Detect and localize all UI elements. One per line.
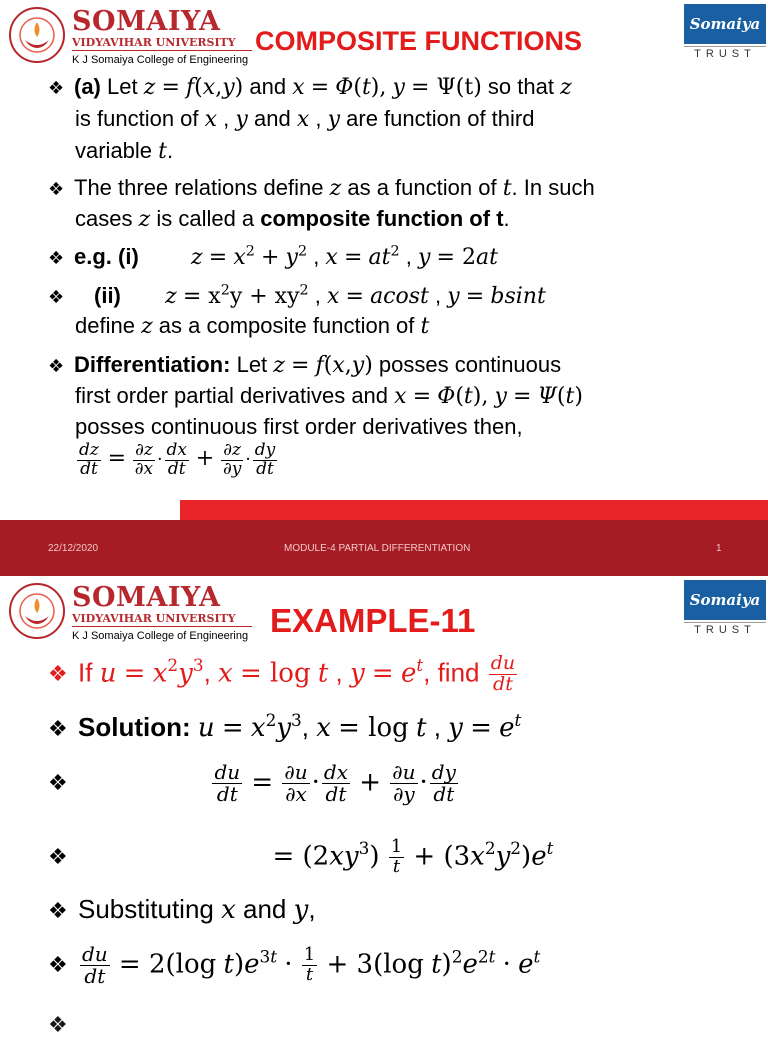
para-line-1: ❖ (a) Let z = f(x,y) and x = Φ(t), y = Ψ(t) so that z (48, 74, 572, 100)
footer-page-number: 1 (716, 543, 722, 554)
substituting-line: ❖ Substituting x and y, (48, 894, 316, 925)
diamond-bullet-icon: ❖ (48, 845, 68, 871)
diamond-bullet-icon: ❖ (48, 717, 68, 742)
diamond-bullet-icon: ❖ (48, 953, 68, 979)
diamond-bullet-icon: ❖ (48, 1013, 68, 1038)
somaiya-trust-logo (684, 4, 766, 60)
logo-divider (72, 50, 252, 51)
footer-date: 22/12/2020 (48, 543, 99, 554)
chain-rule-formula: $\frac{dz}{dt}$ = $\frac{\partial z}{\partial x}$ · $\frac{dx}{dt}$ + $\frac{\partial z}{\partial y}$ · $\frac{dy}{dt}$ (79, 440, 276, 479)
trust-word: TRUST (684, 46, 766, 60)
diamond-bullet-icon: ❖ (48, 78, 65, 99)
chain-rule-step: ❖ $\frac{du}{dt}$ = $\frac{\partial u}{\partial x}$ · $\frac{dx}{dt}$ + $\frac{\partial u}{\partial y}$ · $\frac{dy}{dt}$ (48, 760, 456, 806)
next-line-partial (48, 1008, 78, 1039)
logo-college: K J Somaiya College of Engineering (72, 54, 249, 66)
para-line-8: define z as a composite function of t (75, 313, 430, 339)
para-line-11: posses continuous first order derivatives then, (75, 414, 523, 439)
logo-university: VIDYAVIHAR UNIVERSITY (72, 612, 236, 625)
diamond-bullet-icon: ❖ (48, 356, 65, 377)
trust-brand: Somaiya (684, 580, 766, 620)
para-line-4: ❖ The three relations define z as a function of t. In such (48, 175, 595, 201)
example-ii: ❖ (ii) $z = x^2y + xy^2$ , x = acost , y = bsint (48, 282, 546, 309)
footer-accent-bar (180, 500, 768, 520)
slide-title: EXAMPLE-11 (270, 602, 476, 639)
para-line-2: is function of x , y and x , y are function of third (75, 106, 535, 132)
somaiya-trust-logo (684, 580, 766, 636)
diamond-bullet-icon: ❖ (48, 662, 68, 688)
diamond-bullet-icon: ❖ (48, 287, 65, 308)
para-line-3: variable t. (75, 138, 174, 164)
question-line: ❖ If $u = x^2y^3$, x = log t , $y = e^t$, find $\frac{du}{dt}$ (48, 652, 516, 695)
university-seal-icon (8, 4, 66, 66)
footer-module: MODULE-4 PARTIAL DIFFERENTIATION (284, 543, 471, 554)
diamond-bullet-icon: ❖ (48, 771, 68, 797)
university-seal-icon (8, 580, 66, 642)
diamond-bullet-icon: ❖ (48, 899, 68, 924)
slide-title: COMPOSITE FUNCTIONS (255, 26, 583, 56)
diamond-bullet-icon: ❖ (48, 179, 65, 200)
trust-brand: Somaiya (684, 4, 766, 44)
partials-step: ❖ = $(2xy^3)$ $\frac{1}{t}$ + $(3x^2y^2)e^t$ (48, 836, 554, 877)
somaiya-logo (8, 4, 258, 68)
slide-2 (0, 576, 768, 1038)
logo-name: SOMAIYA (72, 6, 221, 37)
example-i: ❖ e.g. (i) $z = x^2 + y^2$ , $x = at^2$ , y = 2at (48, 243, 498, 270)
para-line-10: first order partial derivatives and x = Φ(t), y = Ψ(t) (75, 383, 583, 409)
logo-name: SOMAIYA (72, 582, 221, 613)
trust-word: TRUST (684, 622, 766, 636)
somaiya-logo (8, 580, 258, 644)
para-line-9: ❖ Differentiation: Let z = f(x,y) posses continuous (48, 352, 562, 378)
logo-college: K J Somaiya College of Engineering (72, 630, 249, 642)
logo-divider (72, 626, 252, 627)
solution-line: ❖ Solution: $u = x^2y^3$, x = log t , $y = e^t$ (48, 709, 522, 743)
substituted-result: ❖ $\frac{du}{dt}$ = 2(log $t)e^{3t}$ · $\frac{1}{t}$ + 3(log $t)^2e^{2t} \cdot e^t$ (48, 942, 541, 988)
logo-university: VIDYAVIHAR UNIVERSITY (72, 36, 236, 49)
para-line-5: cases z is called a composite function of t. (75, 206, 510, 232)
diamond-bullet-icon: ❖ (48, 248, 65, 269)
